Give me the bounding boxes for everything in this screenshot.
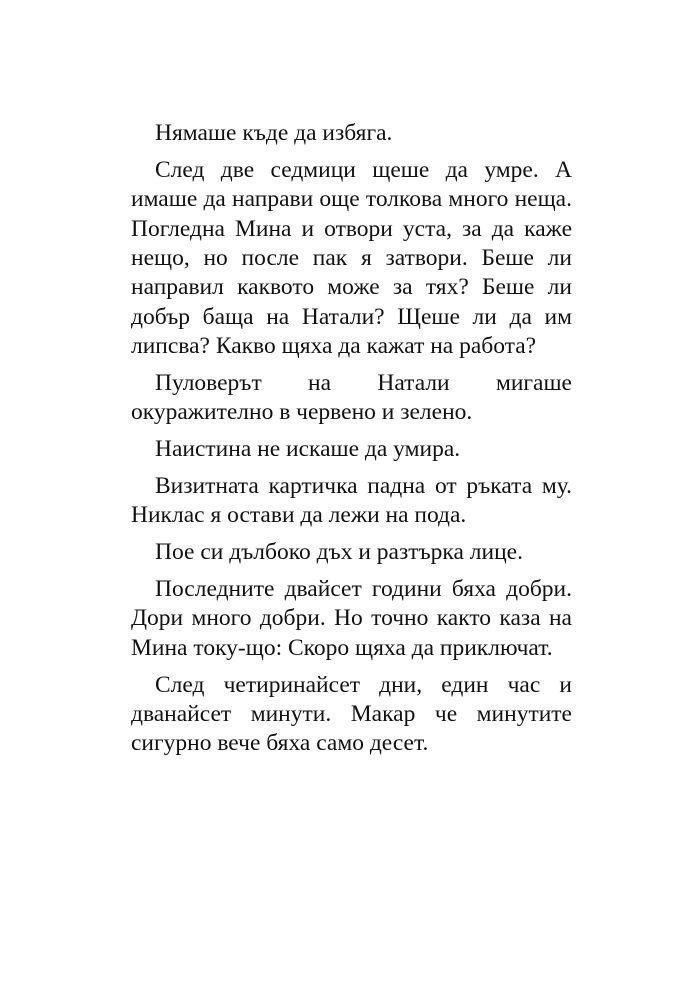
paragraph-1: Нямаше къде да избяга. — [155, 120, 393, 146]
page-text — [131, 119, 572, 766]
paragraph-3: Пуловерът на Натали мигаше окуражително в червено и зелено. — [131, 370, 572, 426]
paragraph-7: Последните двайсет години бяха добри. Дори много добри. Но точно както каза на Мина току-що: Скоро щяха да приключат. — [131, 576, 572, 661]
paragraph-5: Визитната картичка падна от ръката му. Никлас я остави да лежи на пода. — [131, 473, 572, 529]
paragraph-6: Пое си дълбоко дъх и разтърка лице. — [155, 539, 523, 566]
paragraph-2: След две седмици щеше да умре. А имаше да направи още толкова много неща. Погледна Мина и отвори уста, за да каже нещо, но после пак я затвори. Беше ли направил каквото може за тях? Беше ли добър баща на Натали? Щеше ли да им липсва? Какво щяха да кажат на работа? — [131, 156, 572, 360]
paragraph-4: Наистина не искаше да умира. — [155, 436, 461, 463]
paragraph-8: След четиринайсет дни, един час и дванайсет минути. Макар че минутите сигурно вече бяха само десет. — [131, 671, 572, 757]
